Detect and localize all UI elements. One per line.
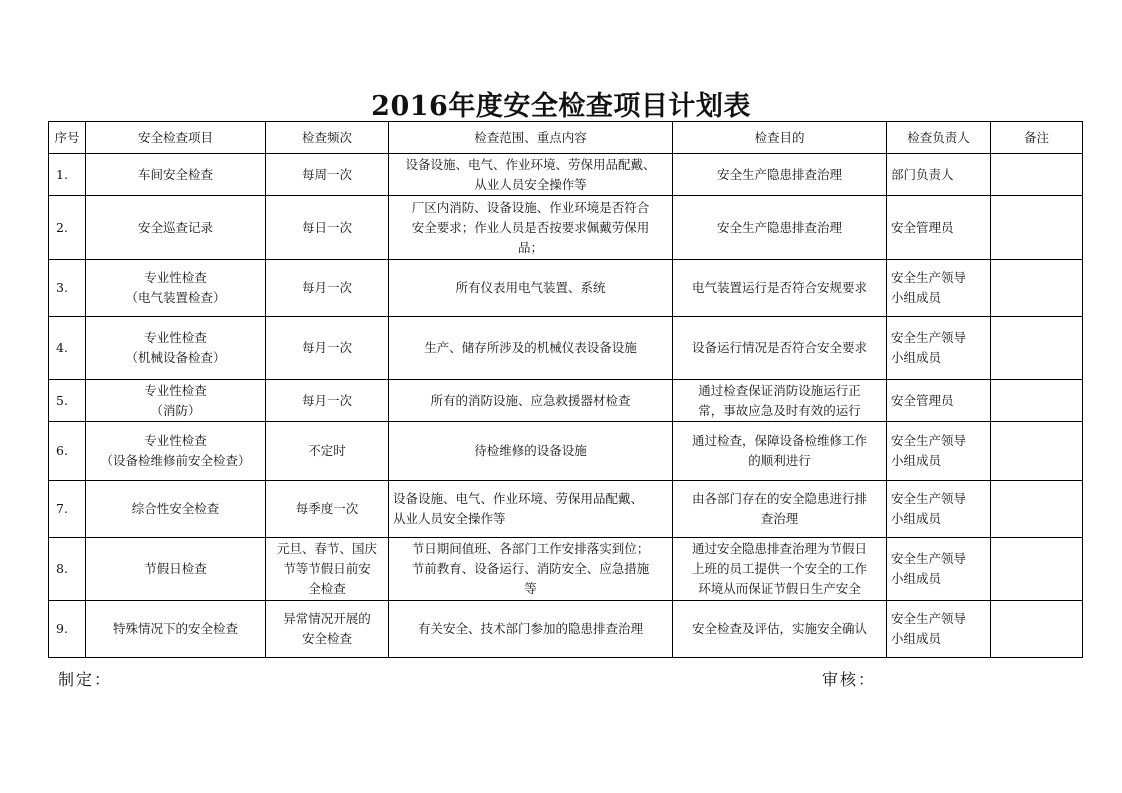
row-number: 9. bbox=[49, 601, 86, 658]
inspection-frequency bbox=[266, 196, 389, 260]
inspection-purpose bbox=[673, 380, 887, 422]
inspection-item-line: 专业性检查 bbox=[144, 433, 207, 448]
row-number: 7. bbox=[49, 481, 86, 538]
inspection-purpose-line: 安全生产隐患排查治理 bbox=[716, 219, 842, 235]
inspection-frequency bbox=[266, 317, 389, 380]
inspection-frequency-line: 每季度一次 bbox=[295, 501, 359, 516]
inspection-owner bbox=[887, 538, 991, 601]
inspection-scope-line: 从业人员安全操作等 bbox=[474, 176, 587, 192]
table-row bbox=[49, 481, 1083, 538]
inspection-item bbox=[86, 317, 266, 380]
inspection-frequency-line: 每月一次 bbox=[301, 340, 352, 355]
inspection-scope-line: 从业人员安全操作等 bbox=[393, 511, 506, 526]
inspection-purpose-line: 环境从而保证节假日生产安全 bbox=[698, 581, 861, 596]
table-row bbox=[49, 154, 1083, 196]
inspection-owner-line: 安全生产领导 bbox=[891, 611, 967, 626]
inspection-scope-line: 所有仪表用电气装置、系统 bbox=[455, 280, 606, 295]
row-number: 1. bbox=[49, 154, 86, 196]
table-row bbox=[49, 317, 1083, 380]
inspection-owner bbox=[887, 196, 991, 260]
inspection-item bbox=[86, 601, 266, 658]
inspection-scope bbox=[389, 317, 673, 380]
inspection-scope-line: 有关安全、技术部门参加的隐患排查治理 bbox=[417, 621, 643, 636]
inspection-scope bbox=[389, 538, 673, 601]
inspection-purpose-line: 常，事故应急及时有效的运行 bbox=[698, 402, 861, 418]
table-row bbox=[49, 380, 1083, 422]
row-number: 8. bbox=[49, 538, 86, 601]
inspection-item-line: （电气装置检查） bbox=[125, 290, 226, 305]
inspection-scope bbox=[389, 422, 673, 481]
inspection-scope-line: 设备设施、电气、作业环境、劳保用品配戴、 bbox=[405, 156, 656, 172]
inspection-purpose bbox=[673, 196, 887, 260]
remark bbox=[991, 380, 1083, 422]
inspection-item bbox=[86, 154, 266, 196]
header-note: 备注 bbox=[991, 122, 1083, 154]
table-row bbox=[49, 260, 1083, 317]
inspection-purpose-line: 安全检查及评估，实施安全确认 bbox=[691, 621, 867, 636]
inspection-frequency bbox=[266, 154, 389, 196]
inspection-owner-line: 安全生产领导 bbox=[891, 330, 967, 345]
inspection-purpose-line: 通过安全隐患排查治理为节假日 bbox=[691, 541, 867, 556]
inspection-item-line: 安全巡查记录 bbox=[137, 219, 213, 235]
inspection-item-line: （设备检维修前安全检查） bbox=[100, 453, 251, 468]
header-no: 序号 bbox=[49, 122, 86, 154]
inspection-owner-line: 安全管理员 bbox=[891, 392, 954, 408]
inspection-owner-line: 小组成员 bbox=[891, 453, 942, 468]
inspection-scope bbox=[389, 380, 673, 422]
inspection-owner bbox=[887, 154, 991, 196]
inspection-scope-line: 安全要求；作业人员是否按要求佩戴劳保用 bbox=[411, 219, 650, 235]
table-row bbox=[49, 538, 1083, 601]
inspection-purpose-line: 通过检查保证消防设施运行正 bbox=[698, 382, 861, 398]
row-number: 3. bbox=[49, 260, 86, 317]
inspection-scope-line: 品； bbox=[517, 239, 543, 255]
inspection-purpose bbox=[673, 154, 887, 196]
row-number: 5. bbox=[49, 380, 86, 422]
header-item: 安全检查项目 bbox=[86, 122, 266, 154]
inspection-owner bbox=[887, 317, 991, 380]
inspection-purpose-line: 设备运行情况是否符合安全要求 bbox=[691, 340, 867, 355]
inspection-purpose-line: 上班的员工提供一个安全的工作 bbox=[691, 561, 867, 576]
header-frequency: 检查频次 bbox=[266, 122, 389, 154]
inspection-owner-line: 安全生产领导 bbox=[891, 491, 967, 506]
inspection-scope-line: 设备设施、电气、作业环境、劳保用品配戴、 bbox=[393, 491, 644, 506]
table-row bbox=[49, 196, 1083, 260]
inspection-purpose bbox=[673, 601, 887, 658]
inspection-item bbox=[86, 481, 266, 538]
inspection-scope bbox=[389, 260, 673, 317]
inspection-purpose-line: 由各部门存在的安全隐患进行排 bbox=[691, 491, 867, 506]
row-number: 6. bbox=[49, 422, 86, 481]
inspection-frequency-line: 节等节假日前安 bbox=[283, 561, 371, 576]
table-row bbox=[49, 601, 1083, 658]
inspection-frequency-line: 安全检查 bbox=[301, 631, 352, 646]
inspection-frequency bbox=[266, 260, 389, 317]
inspection-frequency bbox=[266, 601, 389, 658]
inspection-scope-line: 节日期间值班、各部门工作安排落实到位； bbox=[411, 541, 650, 556]
inspection-scope-line: 等 bbox=[524, 581, 537, 596]
inspection-frequency-line: 每月一次 bbox=[301, 392, 352, 408]
inspection-scope-line: 所有的消防设施、应急救援器材检查 bbox=[430, 392, 631, 408]
inspection-frequency-line: 异常情况开展的 bbox=[283, 611, 371, 626]
inspection-scope-line: 节前教育、设备运行、消防安全、应急措施 bbox=[411, 561, 650, 576]
inspection-owner bbox=[887, 481, 991, 538]
inspection-item-line: 专业性检查 bbox=[144, 330, 207, 345]
inspection-frequency-line: 全检查 bbox=[308, 581, 346, 596]
inspection-owner-line: 安全生产领导 bbox=[891, 433, 967, 448]
inspection-item-line: 专业性检查 bbox=[144, 382, 207, 398]
inspection-owner bbox=[887, 422, 991, 481]
inspection-purpose-line: 通过检查，保障设备检维修工作 bbox=[691, 433, 867, 448]
inspection-scope-line: 待检维修的设备设施 bbox=[474, 443, 587, 458]
header-owner: 检查负责人 bbox=[887, 122, 991, 154]
inspection-purpose-line: 查治理 bbox=[760, 511, 799, 526]
inspection-purpose bbox=[673, 538, 887, 601]
remark bbox=[991, 154, 1083, 196]
inspection-owner-line: 小组成员 bbox=[891, 290, 942, 305]
inspection-purpose-line: 电气装置运行是否符合安规要求 bbox=[691, 280, 867, 295]
inspection-owner-line: 安全生产领导 bbox=[891, 270, 967, 285]
inspection-owner-line: 小组成员 bbox=[891, 511, 942, 526]
inspection-purpose bbox=[673, 260, 887, 317]
inspection-owner-line: 小组成员 bbox=[891, 631, 942, 646]
inspection-scope bbox=[389, 601, 673, 658]
inspection-owner-line: 安全生产领导 bbox=[891, 551, 967, 566]
inspection-frequency bbox=[266, 481, 389, 538]
inspection-purpose bbox=[673, 422, 887, 481]
remark bbox=[991, 481, 1083, 538]
inspection-item-line: 专业性检查 bbox=[144, 270, 207, 285]
header-scope: 检查范围、重点内容 bbox=[389, 122, 673, 154]
inspection-item-line: 特殊情况下的安全检查 bbox=[112, 621, 238, 636]
inspection-item bbox=[86, 380, 266, 422]
inspection-scope bbox=[389, 154, 673, 196]
inspection-owner-line: 安全管理员 bbox=[891, 219, 954, 235]
inspection-purpose bbox=[673, 317, 887, 380]
inspection-item-line: （消防） bbox=[150, 402, 201, 418]
inspection-item bbox=[86, 196, 266, 260]
inspection-owner bbox=[887, 260, 991, 317]
inspection-item-line: 车间安全检查 bbox=[137, 166, 213, 182]
inspection-frequency-line: 元旦、春节、国庆 bbox=[276, 541, 377, 556]
table-header-row bbox=[49, 122, 1083, 154]
table-row bbox=[49, 422, 1083, 481]
inspection-frequency-line: 每日一次 bbox=[301, 219, 352, 235]
inspection-item-line: 节假日检查 bbox=[144, 561, 207, 576]
inspection-scope bbox=[389, 196, 673, 260]
reviewed-by-label: 审核： bbox=[822, 670, 877, 689]
remark bbox=[991, 196, 1083, 260]
inspection-scope-line: 生产、储存所涉及的机械仪表设备设施 bbox=[424, 340, 637, 355]
inspection-owner-line: 部门负责人 bbox=[891, 166, 954, 182]
inspection-owner-line: 小组成员 bbox=[891, 571, 942, 586]
inspection-plan-table bbox=[48, 121, 1083, 658]
inspection-purpose bbox=[673, 481, 887, 538]
remark bbox=[991, 538, 1083, 601]
inspection-scope-line: 厂区内消防、设备设施、作业环境是否符合 bbox=[411, 199, 650, 215]
remark bbox=[991, 601, 1083, 658]
row-number: 2. bbox=[49, 196, 86, 260]
inspection-frequency bbox=[266, 380, 389, 422]
table-body bbox=[49, 154, 1083, 658]
inspection-frequency-line: 每周一次 bbox=[301, 166, 352, 182]
inspection-item bbox=[86, 538, 266, 601]
inspection-item bbox=[86, 422, 266, 481]
page-title: 2016年度安全检查项目计划表 bbox=[371, 91, 751, 122]
inspection-purpose-line: 安全生产隐患排查治理 bbox=[716, 166, 842, 182]
inspection-owner-line: 小组成员 bbox=[891, 350, 942, 365]
row-number: 4. bbox=[49, 317, 86, 380]
inspection-item-line: （机械设备检查） bbox=[125, 350, 226, 365]
remark bbox=[991, 260, 1083, 317]
inspection-purpose-line: 的顺利进行 bbox=[748, 453, 811, 468]
inspection-item-line: 综合性安全检查 bbox=[131, 501, 220, 516]
inspection-frequency-line: 不定时 bbox=[308, 443, 346, 458]
inspection-frequency bbox=[266, 422, 389, 481]
inspection-owner bbox=[887, 601, 991, 658]
inspection-frequency-line: 每月一次 bbox=[301, 280, 352, 295]
inspection-frequency bbox=[266, 538, 389, 601]
remark bbox=[991, 317, 1083, 380]
inspection-item bbox=[86, 260, 266, 317]
made-by-label: 制定： bbox=[58, 670, 113, 689]
header-purpose: 检查目的 bbox=[673, 122, 887, 154]
remark bbox=[991, 422, 1083, 481]
inspection-scope bbox=[389, 481, 673, 538]
inspection-owner bbox=[887, 380, 991, 422]
